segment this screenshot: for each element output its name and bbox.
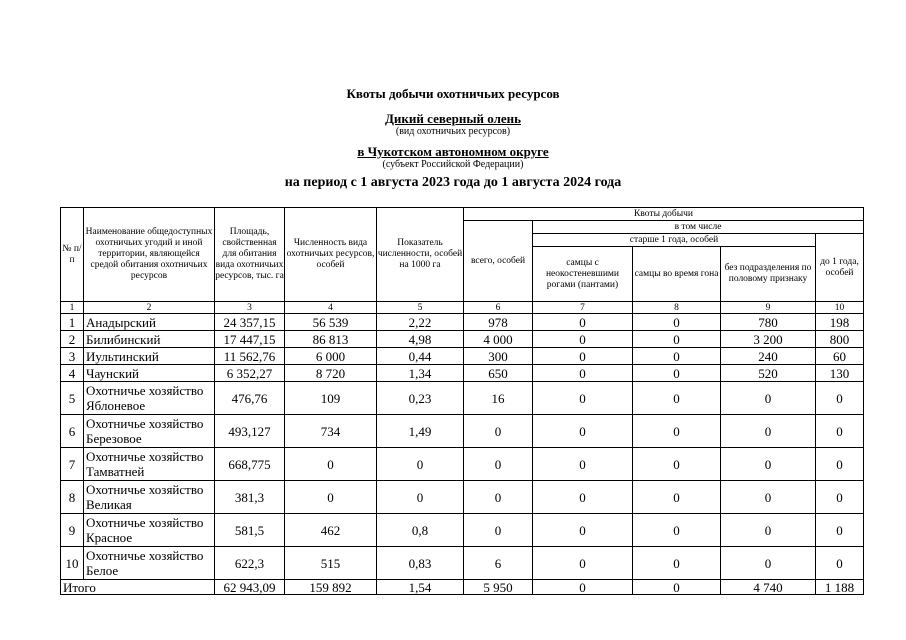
- row-area: 17 447,15: [215, 331, 285, 348]
- row-name-line: Билибинский: [86, 331, 161, 347]
- row-density: 0,8: [377, 514, 464, 547]
- row-area: 6 352,27: [215, 365, 285, 382]
- totals-count: 159 892: [285, 580, 377, 595]
- header-name: Наименование общедоступных охотничьих угодий и иной территории, являющейся средой обитания охотничьих ресурсов: [84, 208, 215, 302]
- row-quota-total: 16: [464, 382, 533, 415]
- row-rut: 0: [633, 331, 721, 348]
- row-quota-total: 300: [464, 348, 533, 365]
- header-young: до 1 года, особей: [816, 234, 864, 302]
- row-antlers: 0: [533, 481, 633, 514]
- row-young: 0: [816, 415, 864, 448]
- row-name-line: Охотничье хозяйство: [86, 515, 204, 530]
- row-quota-total: 978: [464, 314, 533, 331]
- table-row: [61, 331, 864, 348]
- header-nosex: без подразделения по половому признаку: [721, 247, 816, 302]
- header-including: в том числе: [533, 221, 864, 234]
- table-row: [61, 382, 864, 415]
- row-name: [84, 365, 215, 382]
- row-young: 198: [816, 314, 864, 331]
- row-young: 0: [816, 514, 864, 547]
- row-count: 86 813: [285, 331, 377, 348]
- resource-note: (вид охотничьих ресурсов): [395, 126, 511, 137]
- column-number: 6: [464, 302, 533, 314]
- column-number: 3: [215, 302, 285, 314]
- row-rut: 0: [633, 314, 721, 331]
- row-area: 668,775: [215, 448, 285, 481]
- row-name: [84, 448, 215, 481]
- row-rut: 0: [633, 382, 721, 415]
- row-quota-total: 0: [464, 448, 533, 481]
- row-number: 6: [61, 415, 84, 448]
- table-row: [61, 348, 864, 365]
- column-number: 1: [61, 302, 84, 314]
- row-name-line: Тамватней: [86, 464, 145, 479]
- row-antlers: 0: [533, 448, 633, 481]
- row-count: 0: [285, 481, 377, 514]
- row-young: 60: [816, 348, 864, 365]
- row-nosex: 240: [721, 348, 816, 365]
- row-quota-total: 0: [464, 481, 533, 514]
- table-row: [61, 415, 864, 448]
- row-name-line: Красное: [86, 530, 133, 545]
- row-nosex: 0: [721, 448, 816, 481]
- header-antlers: самцы с неокостеневшими рогами (пантами): [533, 247, 633, 302]
- row-density: 0: [377, 448, 464, 481]
- header-quota: Квоты добычи: [464, 208, 864, 221]
- row-rut: 0: [633, 448, 721, 481]
- table-row: [61, 448, 864, 481]
- column-number-row: [61, 302, 864, 314]
- row-name: [84, 481, 215, 514]
- row-young: 130: [816, 365, 864, 382]
- row-name-line: Великая: [86, 497, 132, 512]
- row-density: 0: [377, 481, 464, 514]
- region-name: в Чукотском автономном округе: [357, 144, 549, 159]
- row-count: 0: [285, 448, 377, 481]
- row-antlers: 0: [533, 382, 633, 415]
- row-area: 622,3: [215, 547, 285, 580]
- row-density: 1,34: [377, 365, 464, 382]
- row-name: [84, 382, 215, 415]
- row-name-line: Анадырский: [86, 314, 156, 330]
- row-density: 0,44: [377, 348, 464, 365]
- row-name-line: Охотничье хозяйство: [86, 548, 204, 563]
- row-young: 0: [816, 481, 864, 514]
- table-row: [61, 514, 864, 547]
- row-name-line: Чаунский: [86, 365, 140, 381]
- row-name: [84, 348, 215, 365]
- row-nosex: 0: [721, 415, 816, 448]
- row-density: 0,23: [377, 382, 464, 415]
- row-number: 10: [61, 547, 84, 580]
- row-rut: 0: [633, 547, 721, 580]
- header-older-than-one: старше 1 года, особей: [533, 234, 816, 247]
- totals-label: Итого: [61, 580, 215, 595]
- header-density: Показатель численности, особей на 1000 га: [377, 208, 464, 302]
- row-quota-total: 0: [464, 514, 533, 547]
- row-count: 109: [285, 382, 377, 415]
- quota-table: [60, 207, 864, 595]
- row-name: [84, 331, 215, 348]
- totals-antlers: 0: [533, 580, 633, 595]
- row-number: 2: [61, 331, 84, 348]
- row-name-line: Охотничье хозяйство: [86, 383, 204, 398]
- row-density: 1,49: [377, 415, 464, 448]
- row-number: 5: [61, 382, 84, 415]
- column-number: 5: [377, 302, 464, 314]
- row-density: 0,83: [377, 547, 464, 580]
- table-row: [61, 314, 864, 331]
- row-name: [84, 314, 215, 331]
- row-count: 6 000: [285, 348, 377, 365]
- table-row: [61, 365, 864, 382]
- table-body: [61, 314, 864, 580]
- table-row: [61, 547, 864, 580]
- row-quota-total: 6: [464, 547, 533, 580]
- table-header: [61, 208, 864, 314]
- row-nosex: 0: [721, 514, 816, 547]
- row-nosex: 0: [721, 481, 816, 514]
- row-nosex: 780: [721, 314, 816, 331]
- row-name: [84, 547, 215, 580]
- totals-rut: 0: [633, 580, 721, 595]
- header-num: № п/п: [61, 208, 84, 302]
- row-number: 4: [61, 365, 84, 382]
- column-number: 9: [721, 302, 816, 314]
- table-row: [61, 481, 864, 514]
- totals-young: 1 188: [816, 580, 864, 595]
- row-nosex: 0: [721, 547, 816, 580]
- row-antlers: 0: [533, 348, 633, 365]
- row-density: 2,22: [377, 314, 464, 331]
- row-area: 476,76: [215, 382, 285, 415]
- row-nosex: 3 200: [721, 331, 816, 348]
- totals-density: 1,54: [377, 580, 464, 595]
- row-young: 0: [816, 382, 864, 415]
- row-count: 734: [285, 415, 377, 448]
- row-name-line: Яблоневое: [86, 398, 146, 413]
- region-note: (субъект Российской Федерации): [382, 159, 524, 170]
- column-number: 4: [285, 302, 377, 314]
- row-young: 0: [816, 448, 864, 481]
- column-number: 2: [84, 302, 215, 314]
- row-count: 56 539: [285, 314, 377, 331]
- row-antlers: 0: [533, 514, 633, 547]
- row-area: 381,3: [215, 481, 285, 514]
- row-area: 493,127: [215, 415, 285, 448]
- header-count: Численность вида охотничьих ресурсов, особей: [285, 208, 377, 302]
- row-rut: 0: [633, 348, 721, 365]
- row-quota-total: 650: [464, 365, 533, 382]
- row-name-line: Охотничье хозяйство: [86, 416, 204, 431]
- column-number: 8: [633, 302, 721, 314]
- totals-nosex: 4 740: [721, 580, 816, 595]
- row-nosex: 0: [721, 382, 816, 415]
- period-line: на период с 1 августа 2023 года до 1 августа 2024 года: [284, 175, 622, 190]
- row-name-line: Белое: [86, 563, 119, 578]
- row-number: 3: [61, 348, 84, 365]
- resource-name: Дикий северный олень: [384, 111, 521, 126]
- row-name-line: Иультинский: [86, 348, 159, 364]
- row-density: 4,98: [377, 331, 464, 348]
- header-quota-total: всего, особей: [464, 221, 533, 302]
- row-name-line: Охотничье хозяйство: [86, 449, 204, 464]
- totals-area: 62 943,09: [215, 580, 285, 595]
- row-rut: 0: [633, 365, 721, 382]
- row-name: [84, 415, 215, 448]
- header-rut: самцы во время гона: [633, 247, 721, 302]
- row-antlers: 0: [533, 331, 633, 348]
- row-rut: 0: [633, 481, 721, 514]
- row-nosex: 520: [721, 365, 816, 382]
- row-quota-total: 4 000: [464, 331, 533, 348]
- row-rut: 0: [633, 415, 721, 448]
- header-area: Площадь, свойственная для обитания вида охотничьих ресурсов, тыс. га: [215, 208, 285, 302]
- document-title: Квоты добычи охотничьих ресурсов: [346, 86, 560, 101]
- row-count: 462: [285, 514, 377, 547]
- row-young: 800: [816, 331, 864, 348]
- row-area: 11 562,76: [215, 348, 285, 365]
- row-count: 8 720: [285, 365, 377, 382]
- row-antlers: 0: [533, 365, 633, 382]
- totals-quota: 5 950: [464, 580, 533, 595]
- row-antlers: 0: [533, 314, 633, 331]
- totals-row: [61, 580, 864, 595]
- row-count: 515: [285, 547, 377, 580]
- row-number: 7: [61, 448, 84, 481]
- row-number: 8: [61, 481, 84, 514]
- row-name-line: Березовое: [86, 431, 142, 446]
- row-antlers: 0: [533, 415, 633, 448]
- row-quota-total: 0: [464, 415, 533, 448]
- row-area: 581,5: [215, 514, 285, 547]
- row-antlers: 0: [533, 547, 633, 580]
- row-young: 0: [816, 547, 864, 580]
- row-number: 9: [61, 514, 84, 547]
- row-area: 24 357,15: [215, 314, 285, 331]
- row-name: [84, 514, 215, 547]
- row-number: 1: [61, 314, 84, 331]
- column-number: 10: [816, 302, 864, 314]
- row-name-line: Охотничье хозяйство: [86, 482, 204, 497]
- column-number: 7: [533, 302, 633, 314]
- row-rut: 0: [633, 514, 721, 547]
